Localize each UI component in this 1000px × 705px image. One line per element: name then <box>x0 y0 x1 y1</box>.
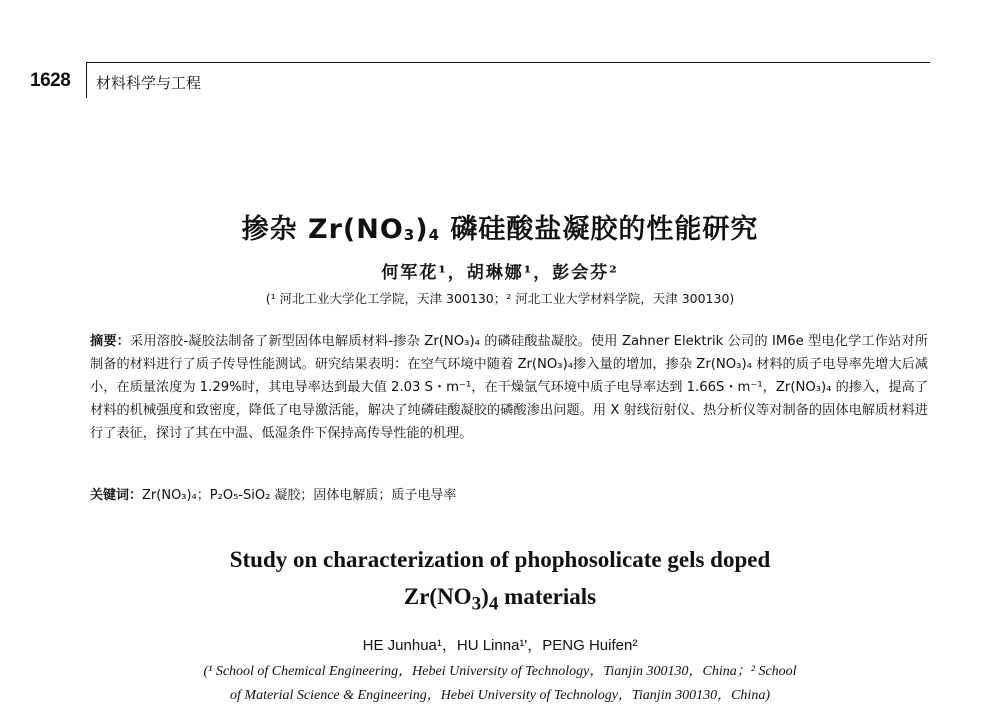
title-cn-sub2: 4 <box>428 226 440 244</box>
title-en-sub2: 4 <box>488 593 499 615</box>
title-en-sub1: 3 <box>471 593 482 615</box>
title-english <box>0 541 1000 623</box>
authors-chinese: 何军花¹，胡琳娜¹，彭会芬² <box>381 263 619 283</box>
affiliation-english <box>0 660 1000 705</box>
keywords-label: 关键词： <box>90 488 143 503</box>
title-en-line2-suffix: materials <box>498 584 597 609</box>
abstract <box>90 330 928 445</box>
affiliation-en-line1: (¹ School of Chemical Engineering，Hebei University of Technology，Tianjin 300130，China；² School <box>203 664 797 679</box>
title-en-line2-prefix: Zr(NO <box>403 584 472 609</box>
affiliation-chinese: (¹ 河北工业大学化工学院，天津 300130；² 河北工业大学材料学院，天津 300130) <box>265 291 735 306</box>
keywords-text: Zr(NO₃)₄；P₂O₅-SiO₂ 凝胶；固体电解质；质子电导率 <box>142 488 457 503</box>
header-rule <box>86 62 930 63</box>
abstract-label: 摘要： <box>90 334 131 349</box>
title-cn-prefix: 掺杂 Zr(NO <box>241 214 404 245</box>
title-en-line2 <box>0 578 1000 623</box>
journal-name: 材料科学与工程 <box>96 74 202 92</box>
title-cn-suffix: 磷硅酸盐凝胶的性能研究 <box>440 214 759 245</box>
title-chinese <box>0 207 1000 246</box>
title-en-line2-mid: ) <box>481 584 489 609</box>
authors-english: HE Junhua¹，HU Linna¹'，PENG Huifen² <box>362 637 638 654</box>
title-en-line1: Study on characterization of phophosolicate gels doped <box>229 547 771 572</box>
title-cn-mid: ) <box>415 214 429 245</box>
affiliation-en-line2: of Material Science & Engineering，Hebei University of Technology，Tianjin 300130，China) <box>230 688 770 703</box>
header-divider <box>86 62 87 98</box>
page-number: 1628 <box>30 70 71 91</box>
keywords <box>90 484 928 503</box>
title-cn-sub1: 3 <box>403 226 416 244</box>
abstract-text: 采用溶胶-凝胶法制备了新型固体电解质材料-掺杂 Zr(NO₃)₄ 的磷硅酸盐凝胶。使用 Zahner Elektrik 公司的 IM6e 型电化学工作站对所制备的材料进行了质子传导性能测试。研究结果表明：在空气环境中随着 Zr(NO₃)₄掺入量的增加，掺杂 Zr(NO₃)₄ 材料的质子电导率先增大后减小，在质量浓度为 1.29%时，其电导率达到最大值 2.03 S・m⁻¹，在干燥氩气环境中质子电导率达到 1.66S・m⁻¹，Zr(NO₃)₄ 的掺入，提高了材料的机械强度和致密度，降低了电导激活能，解决了纯磷硅酸凝胶的磷酸渗出问题。用 X 射线衍射仪、热分析仪等对制备的固体电解质材料进行了表征，探讨了其在中温、低湿条件下保持高传导性能的机理。 <box>90 334 929 441</box>
